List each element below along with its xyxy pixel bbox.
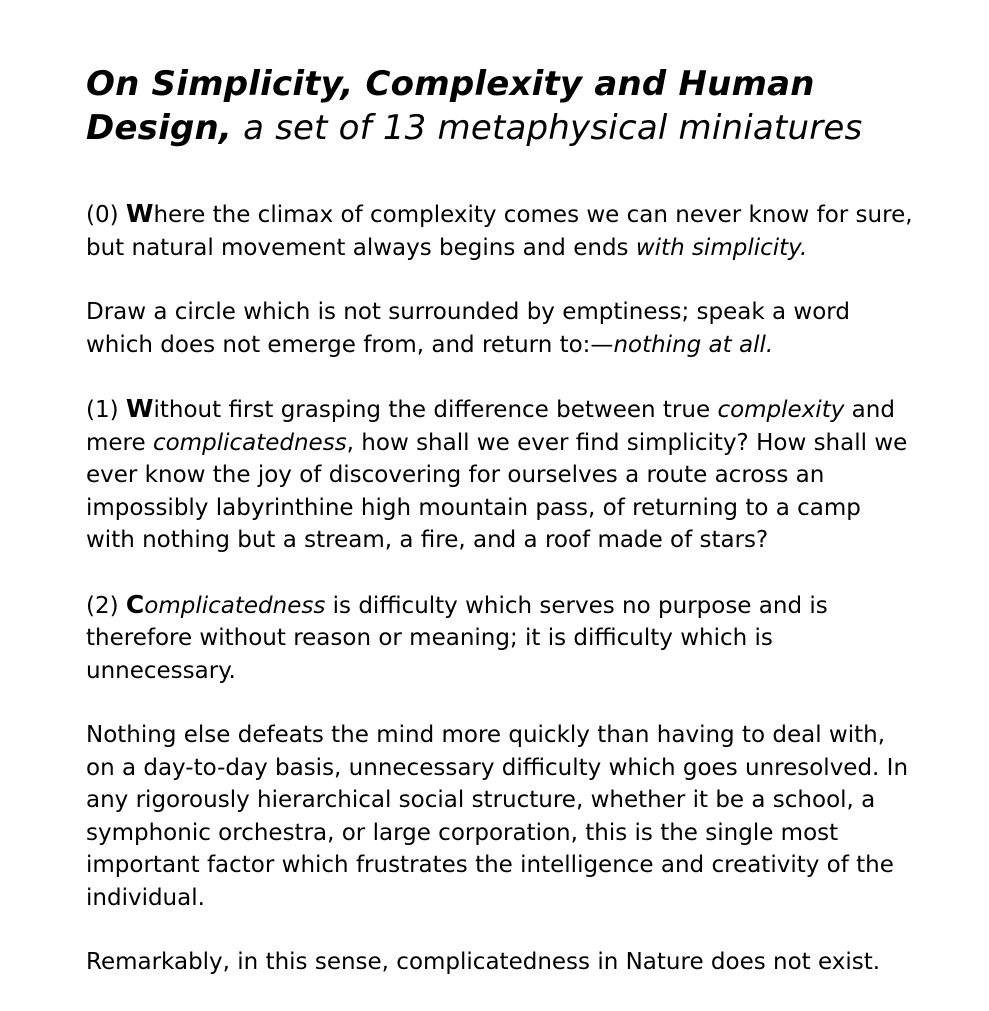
document-title [86,62,916,150]
paragraph-text: is difficulty which serves no purpose and is therefore without reason or meaning; it is difficulty which is unnecessary. [86,592,828,684]
paragraph-italic: omplicatedness [144,592,326,619]
section-number: (1) [86,397,119,423]
title-subtitle: a set of 13 metaphysical miniatures [243,108,863,148]
paragraph-2 [86,589,916,688]
drop-letter: C [125,589,145,619]
paragraph-text: and mere [86,397,895,456]
drop-letter: W [125,394,154,423]
paragraph-text: , how shall we ever find simplicity? How shall we ever know the joy of discovering for ourselves a route across an impossibly labyrinthine high mountain pass, of returning to a camp with nothing but a stream, a fire, and a roof made of stars? [86,429,908,553]
paragraph-text: Draw a circle which is not surrounded by emptiness; speak a word which does not emerge from, and return to:— [86,299,850,358]
paragraph-text: Nothing else defeats the mind more quickly than having to deal with, on a day-to-day basis, unnecessary difficulty which goes unresolved. In any rigorously hierarchical social structure, whether it be a school, a symphonic orchestra, or large corporation, this is the single most important factor which frustrates the intelligence and creativity of the individual. [86,722,909,911]
paragraph-italic: complexity [717,397,845,423]
paragraph-text: ithout first grasping the difference between true [153,397,718,423]
section-number: (0) [86,202,119,228]
title-main: On Simplicity, Complexity and Human Design, [86,64,815,148]
document-page [86,62,916,1011]
paragraph-0 [86,198,916,264]
section-number: (2) [86,592,119,619]
paragraph-nothing-else [86,719,916,914]
paragraph-text: here the climax of complexity comes we can never know for sure, but natural movement always begins and ends [86,202,913,261]
paragraph-remarkably [86,946,916,979]
drop-letter: W [125,199,154,228]
paragraph-circle [86,296,916,361]
paragraph-1 [86,393,916,557]
paragraph-italic: nothing at all. [613,331,774,358]
paragraph-italic: with simplicity. [635,234,808,261]
paragraph-text: Remarkably, in this sense, complicatedness in Nature does not exist. [86,949,881,975]
paragraph-italic: complicatedness [152,429,347,456]
